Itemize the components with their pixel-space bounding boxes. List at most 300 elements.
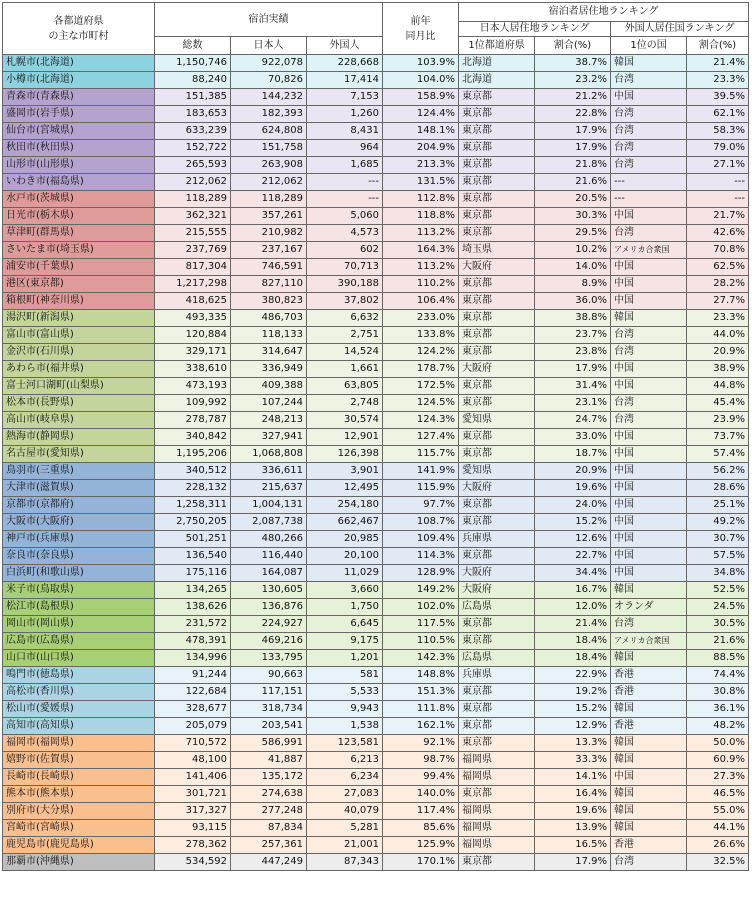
table-row	[3, 55, 749, 72]
cell-fr-share: 30.5%	[687, 616, 749, 633]
cell-total: 317,327	[155, 803, 231, 820]
cell-yoy: 148.1%	[383, 123, 459, 140]
cell-jp-share: 14.0%	[535, 259, 611, 276]
cell-foreign: 17,414	[307, 72, 383, 89]
cell-jp-share: 18.4%	[535, 650, 611, 667]
cell-fr-top: 中国	[611, 497, 687, 514]
cell-jp-top: 福岡県	[459, 837, 535, 854]
cell-japanese: 586,991	[231, 735, 307, 752]
cell-jp-top: 大阪府	[459, 565, 535, 582]
cell-yoy: 142.3%	[383, 650, 459, 667]
cell-total: 91,244	[155, 667, 231, 684]
cell-total: 340,842	[155, 429, 231, 446]
cell-jp-share: 21.8%	[535, 157, 611, 174]
cell-total: 1,150,746	[155, 55, 231, 72]
cell-japanese: 133,795	[231, 650, 307, 667]
table-row	[3, 735, 749, 752]
cell-city: 大阪市(大阪府)	[3, 514, 155, 531]
cell-fr-top: 中国	[611, 378, 687, 395]
cell-japanese: 263,908	[231, 157, 307, 174]
cell-total: 493,335	[155, 310, 231, 327]
lodging-statistics-table	[2, 2, 749, 871]
cell-fr-share: 73.7%	[687, 429, 749, 446]
cell-fr-share: 34.8%	[687, 565, 749, 582]
cell-japanese: 274,638	[231, 786, 307, 803]
cell-japanese: 380,823	[231, 293, 307, 310]
cell-fr-share: 26.6%	[687, 837, 749, 854]
cell-city: 宮崎市(宮崎県)	[3, 820, 155, 837]
cell-fr-share: 30.7%	[687, 531, 749, 548]
table-row	[3, 531, 749, 548]
cell-total: 478,391	[155, 633, 231, 650]
cell-city: 京都市(京都府)	[3, 497, 155, 514]
cell-total: 109,992	[155, 395, 231, 412]
cell-jp-top: 福岡県	[459, 820, 535, 837]
cell-city: 富山市(富山県)	[3, 327, 155, 344]
cell-yoy: 124.3%	[383, 412, 459, 429]
cell-city: 山形市(山形県)	[3, 157, 155, 174]
cell-jp-top: 東京都	[459, 293, 535, 310]
cell-yoy: 118.8%	[383, 208, 459, 225]
cell-city: さいたま市(埼玉県)	[3, 242, 155, 259]
cell-fr-top: ---	[611, 174, 687, 191]
header-yoy-label: 前年 同月比	[405, 15, 436, 42]
table-row	[3, 548, 749, 565]
table-row	[3, 769, 749, 786]
cell-japanese: 87,834	[231, 820, 307, 837]
cell-yoy: 172.5%	[383, 378, 459, 395]
cell-total: 473,193	[155, 378, 231, 395]
cell-fr-top: 中国	[611, 429, 687, 446]
cell-jp-top: 愛知県	[459, 412, 535, 429]
cell-japanese: 117,151	[231, 684, 307, 701]
cell-foreign: 3,901	[307, 463, 383, 480]
table-row	[3, 565, 749, 582]
cell-japanese: 318,734	[231, 701, 307, 718]
cell-jp-share: 20.9%	[535, 463, 611, 480]
cell-city: 高松市(香川県)	[3, 684, 155, 701]
cell-yoy: 158.9%	[383, 89, 459, 106]
cell-jp-share: 38.8%	[535, 310, 611, 327]
cell-foreign: 390,188	[307, 276, 383, 293]
header-fr-top: 1位の国	[611, 37, 687, 55]
cell-jp-share: 24.0%	[535, 497, 611, 514]
cell-foreign: 1,201	[307, 650, 383, 667]
cell-total: 301,721	[155, 786, 231, 803]
cell-jp-top: 福岡県	[459, 769, 535, 786]
cell-japanese: 746,591	[231, 259, 307, 276]
cell-total: 215,555	[155, 225, 231, 242]
cell-total: 183,653	[155, 106, 231, 123]
cell-total: 138,626	[155, 599, 231, 616]
cell-jp-share: 36.0%	[535, 293, 611, 310]
cell-fr-share: 49.2%	[687, 514, 749, 531]
cell-fr-share: 60.9%	[687, 752, 749, 769]
cell-foreign: 5,533	[307, 684, 383, 701]
cell-yoy: 204.9%	[383, 140, 459, 157]
cell-foreign: ---	[307, 191, 383, 208]
cell-japanese: 336,611	[231, 463, 307, 480]
cell-jp-top: 東京都	[459, 276, 535, 293]
cell-foreign: 14,524	[307, 344, 383, 361]
cell-foreign: 20,100	[307, 548, 383, 565]
cell-fr-share: 23.9%	[687, 412, 749, 429]
cell-foreign: 1,685	[307, 157, 383, 174]
table-row	[3, 803, 749, 820]
header-ranking: 宿泊者居住地ランキング	[459, 3, 749, 22]
header-jp-top: 1位都道府県	[459, 37, 535, 55]
cell-total: 338,610	[155, 361, 231, 378]
cell-foreign: 27,083	[307, 786, 383, 803]
cell-city: 小樽市(北海道)	[3, 72, 155, 89]
table-row	[3, 344, 749, 361]
cell-foreign: 5,060	[307, 208, 383, 225]
table-row	[3, 225, 749, 242]
cell-city: 湯沢町(新潟県)	[3, 310, 155, 327]
cell-jp-share: 17.9%	[535, 123, 611, 140]
cell-jp-share: 18.4%	[535, 633, 611, 650]
cell-total: 228,132	[155, 480, 231, 497]
cell-yoy: 112.8%	[383, 191, 459, 208]
cell-jp-share: 24.7%	[535, 412, 611, 429]
cell-fr-top: ---	[611, 191, 687, 208]
cell-yoy: 124.4%	[383, 106, 459, 123]
cell-jp-top: 東京都	[459, 310, 535, 327]
cell-fr-top: 中国	[611, 446, 687, 463]
cell-jp-top: 東京都	[459, 548, 535, 565]
cell-city: 広島市(広島県)	[3, 633, 155, 650]
cell-fr-top: 韓国	[611, 735, 687, 752]
cell-total: 237,769	[155, 242, 231, 259]
table-row	[3, 208, 749, 225]
cell-jp-share: 14.1%	[535, 769, 611, 786]
table-row	[3, 106, 749, 123]
cell-total: 231,572	[155, 616, 231, 633]
cell-yoy: 106.4%	[383, 293, 459, 310]
table-row	[3, 514, 749, 531]
cell-fr-share: 88.5%	[687, 650, 749, 667]
cell-yoy: 127.4%	[383, 429, 459, 446]
cell-total: 134,996	[155, 650, 231, 667]
cell-jp-share: 30.3%	[535, 208, 611, 225]
header-stay: 宿泊実績	[155, 3, 383, 37]
cell-total: 418,625	[155, 293, 231, 310]
cell-foreign: 964	[307, 140, 383, 157]
cell-jp-top: 大阪府	[459, 582, 535, 599]
cell-total: 48,100	[155, 752, 231, 769]
cell-yoy: 131.5%	[383, 174, 459, 191]
cell-jp-top: 北海道	[459, 72, 535, 89]
cell-fr-top: 台湾	[611, 123, 687, 140]
cell-fr-share: 25.1%	[687, 497, 749, 514]
cell-fr-top: 韓国	[611, 582, 687, 599]
cell-city: 箱根町(神奈川県)	[3, 293, 155, 310]
cell-jp-share: 15.2%	[535, 514, 611, 531]
cell-yoy: 115.9%	[383, 480, 459, 497]
cell-fr-top: 中国	[611, 480, 687, 497]
cell-jp-share: 22.8%	[535, 106, 611, 123]
cell-jp-top: 東京都	[459, 89, 535, 106]
cell-jp-share: 21.6%	[535, 174, 611, 191]
cell-fr-share: 44.0%	[687, 327, 749, 344]
cell-fr-top: 韓国	[611, 310, 687, 327]
cell-foreign: 6,645	[307, 616, 383, 633]
cell-jp-share: 38.7%	[535, 55, 611, 72]
cell-jp-top: 東京都	[459, 786, 535, 803]
cell-fr-share: 52.5%	[687, 582, 749, 599]
cell-jp-share: 34.4%	[535, 565, 611, 582]
cell-city: 盛岡市(岩手県)	[3, 106, 155, 123]
cell-city: 福岡市(福岡県)	[3, 735, 155, 752]
cell-fr-share: ---	[687, 174, 749, 191]
cell-fr-top: 台湾	[611, 106, 687, 123]
cell-jp-share: 21.4%	[535, 616, 611, 633]
cell-fr-share: 42.6%	[687, 225, 749, 242]
cell-fr-share: 39.5%	[687, 89, 749, 106]
cell-foreign: 228,668	[307, 55, 383, 72]
cell-japanese: 215,637	[231, 480, 307, 497]
cell-fr-top: 中国	[611, 531, 687, 548]
cell-fr-top: 香港	[611, 667, 687, 684]
table-row	[3, 361, 749, 378]
cell-city: 仙台市(宮城県)	[3, 123, 155, 140]
cell-jp-top: 東京都	[459, 497, 535, 514]
table-row	[3, 854, 749, 871]
cell-city: 鹿児島市(鹿児島県)	[3, 837, 155, 854]
cell-city: 白浜町(和歌山県)	[3, 565, 155, 582]
table-row	[3, 446, 749, 463]
cell-fr-share: 24.5%	[687, 599, 749, 616]
cell-total: 340,512	[155, 463, 231, 480]
cell-yoy: 117.4%	[383, 803, 459, 820]
cell-fr-top: 台湾	[611, 72, 687, 89]
table-row	[3, 140, 749, 157]
cell-fr-top: 台湾	[611, 140, 687, 157]
cell-city: 富士河口湖町(山梨県)	[3, 378, 155, 395]
cell-yoy: 213.3%	[383, 157, 459, 174]
cell-jp-share: 12.9%	[535, 718, 611, 735]
cell-japanese: 203,541	[231, 718, 307, 735]
cell-city: 熊本市(熊本県)	[3, 786, 155, 803]
cell-jp-share: 12.0%	[535, 599, 611, 616]
cell-foreign: 2,748	[307, 395, 383, 412]
cell-yoy: 113.2%	[383, 259, 459, 276]
cell-total: 1,217,298	[155, 276, 231, 293]
header-yoy	[383, 3, 459, 55]
cell-fr-top: 台湾	[611, 395, 687, 412]
table-row	[3, 616, 749, 633]
cell-jp-top: 愛知県	[459, 463, 535, 480]
cell-yoy: 111.8%	[383, 701, 459, 718]
cell-total: 2,750,205	[155, 514, 231, 531]
cell-fr-top: 香港	[611, 837, 687, 854]
cell-jp-top: 東京都	[459, 157, 535, 174]
cell-fr-share: 32.5%	[687, 854, 749, 871]
cell-jp-top: 東京都	[459, 616, 535, 633]
cell-jp-top: 大阪府	[459, 259, 535, 276]
cell-foreign: 126,398	[307, 446, 383, 463]
table-row	[3, 412, 749, 429]
cell-yoy: 128.9%	[383, 565, 459, 582]
cell-yoy: 102.0%	[383, 599, 459, 616]
cell-japanese: 116,440	[231, 548, 307, 565]
cell-japanese: 327,941	[231, 429, 307, 446]
cell-yoy: 108.7%	[383, 514, 459, 531]
cell-city: 那覇市(沖縄県)	[3, 854, 155, 871]
cell-city: 鳴門市(徳島県)	[3, 667, 155, 684]
cell-jp-top: 東京都	[459, 633, 535, 650]
cell-total: 633,239	[155, 123, 231, 140]
cell-jp-share: 18.7%	[535, 446, 611, 463]
cell-jp-share: 19.6%	[535, 803, 611, 820]
cell-yoy: 109.4%	[383, 531, 459, 548]
cell-jp-share: 17.9%	[535, 854, 611, 871]
cell-total: 151,385	[155, 89, 231, 106]
cell-fr-share: 27.1%	[687, 157, 749, 174]
cell-japanese: 248,213	[231, 412, 307, 429]
cell-city: いわき市(福島県)	[3, 174, 155, 191]
cell-foreign: 7,153	[307, 89, 383, 106]
cell-yoy: 110.5%	[383, 633, 459, 650]
cell-japanese: 447,249	[231, 854, 307, 871]
cell-fr-top: 韓国	[611, 55, 687, 72]
cell-fr-share: 28.2%	[687, 276, 749, 293]
cell-city: 名古屋市(愛知県)	[3, 446, 155, 463]
cell-total: 136,540	[155, 548, 231, 565]
cell-foreign: 123,581	[307, 735, 383, 752]
cell-total: 265,593	[155, 157, 231, 174]
cell-jp-top: 東京都	[459, 174, 535, 191]
table-row	[3, 497, 749, 514]
cell-foreign: 581	[307, 667, 383, 684]
cell-total: 175,116	[155, 565, 231, 582]
cell-total: 278,787	[155, 412, 231, 429]
table-row	[3, 701, 749, 718]
cell-fr-share: 38.9%	[687, 361, 749, 378]
table-row	[3, 582, 749, 599]
cell-jp-share: 8.9%	[535, 276, 611, 293]
cell-city: 青森市(青森県)	[3, 89, 155, 106]
cell-yoy: 178.7%	[383, 361, 459, 378]
cell-foreign: 20,985	[307, 531, 383, 548]
table-row	[3, 191, 749, 208]
cell-japanese: 41,887	[231, 752, 307, 769]
cell-foreign: 1,260	[307, 106, 383, 123]
cell-fr-share: 57.5%	[687, 548, 749, 565]
cell-japanese: 2,087,738	[231, 514, 307, 531]
cell-fr-top: 中国	[611, 548, 687, 565]
table-row	[3, 718, 749, 735]
cell-yoy: 103.9%	[383, 55, 459, 72]
cell-jp-share: 16.4%	[535, 786, 611, 803]
cell-jp-top: 東京都	[459, 327, 535, 344]
cell-fr-top: 台湾	[611, 344, 687, 361]
cell-fr-share: 46.5%	[687, 786, 749, 803]
cell-fr-share: 23.3%	[687, 72, 749, 89]
table-row	[3, 378, 749, 395]
table-row	[3, 633, 749, 650]
cell-total: 1,195,206	[155, 446, 231, 463]
cell-foreign: 8,431	[307, 123, 383, 140]
table-row	[3, 429, 749, 446]
cell-fr-top: 中国	[611, 293, 687, 310]
cell-city: 大津市(滋賀県)	[3, 480, 155, 497]
cell-total: 501,251	[155, 531, 231, 548]
cell-city: 嬉野市(佐賀県)	[3, 752, 155, 769]
cell-jp-top: 福岡県	[459, 752, 535, 769]
cell-city: 日光市(栃木県)	[3, 208, 155, 225]
cell-yoy: 114.3%	[383, 548, 459, 565]
table-row	[3, 463, 749, 480]
table-row	[3, 310, 749, 327]
cell-total: 212,062	[155, 174, 231, 191]
cell-foreign: 63,805	[307, 378, 383, 395]
header-jp-rank: 日本人居住地ランキング	[459, 22, 611, 37]
cell-fr-share: 74.4%	[687, 667, 749, 684]
table-row	[3, 820, 749, 837]
cell-jp-top: 東京都	[459, 106, 535, 123]
cell-fr-share: 28.6%	[687, 480, 749, 497]
cell-fr-top: 台湾	[611, 225, 687, 242]
cell-jp-top: 広島県	[459, 599, 535, 616]
cell-jp-top: 大阪府	[459, 361, 535, 378]
cell-jp-top: 東京都	[459, 701, 535, 718]
cell-total: 134,265	[155, 582, 231, 599]
cell-foreign: 1,661	[307, 361, 383, 378]
cell-jp-top: 東京都	[459, 429, 535, 446]
table-row	[3, 276, 749, 293]
cell-total: 88,240	[155, 72, 231, 89]
cell-fr-top: 中国	[611, 208, 687, 225]
cell-japanese: 144,232	[231, 89, 307, 106]
table-row	[3, 89, 749, 106]
cell-city: 長崎市(長崎県)	[3, 769, 155, 786]
cell-jp-top: 福岡県	[459, 803, 535, 820]
cell-jp-share: 17.9%	[535, 140, 611, 157]
cell-fr-share: 62.5%	[687, 259, 749, 276]
header-fr-share: 割合(%)	[687, 37, 749, 55]
cell-jp-top: 兵庫県	[459, 531, 535, 548]
cell-city: 奈良市(奈良県)	[3, 548, 155, 565]
table-row	[3, 480, 749, 497]
table-row	[3, 174, 749, 191]
cell-jp-share: 20.5%	[535, 191, 611, 208]
cell-jp-top: 埼玉県	[459, 242, 535, 259]
cell-jp-share: 23.1%	[535, 395, 611, 412]
cell-foreign: 662,467	[307, 514, 383, 531]
cell-total: 328,677	[155, 701, 231, 718]
cell-fr-top: 中国	[611, 565, 687, 582]
cell-foreign: 4,573	[307, 225, 383, 242]
cell-japanese: 486,703	[231, 310, 307, 327]
cell-japanese: 480,266	[231, 531, 307, 548]
cell-jp-share: 22.7%	[535, 548, 611, 565]
cell-fr-top: 香港	[611, 684, 687, 701]
cell-foreign: 6,632	[307, 310, 383, 327]
cell-jp-share: 10.2%	[535, 242, 611, 259]
cell-yoy: 164.3%	[383, 242, 459, 259]
cell-city: 秋田市(秋田県)	[3, 140, 155, 157]
cell-city: 浦安市(千葉県)	[3, 259, 155, 276]
cell-fr-top: 韓国	[611, 803, 687, 820]
table-row	[3, 837, 749, 854]
cell-japanese: 922,078	[231, 55, 307, 72]
cell-foreign: 6,234	[307, 769, 383, 786]
cell-fr-top: 中国	[611, 361, 687, 378]
cell-jp-share: 23.7%	[535, 327, 611, 344]
cell-yoy: 148.8%	[383, 667, 459, 684]
cell-city: 港区(東京都)	[3, 276, 155, 293]
